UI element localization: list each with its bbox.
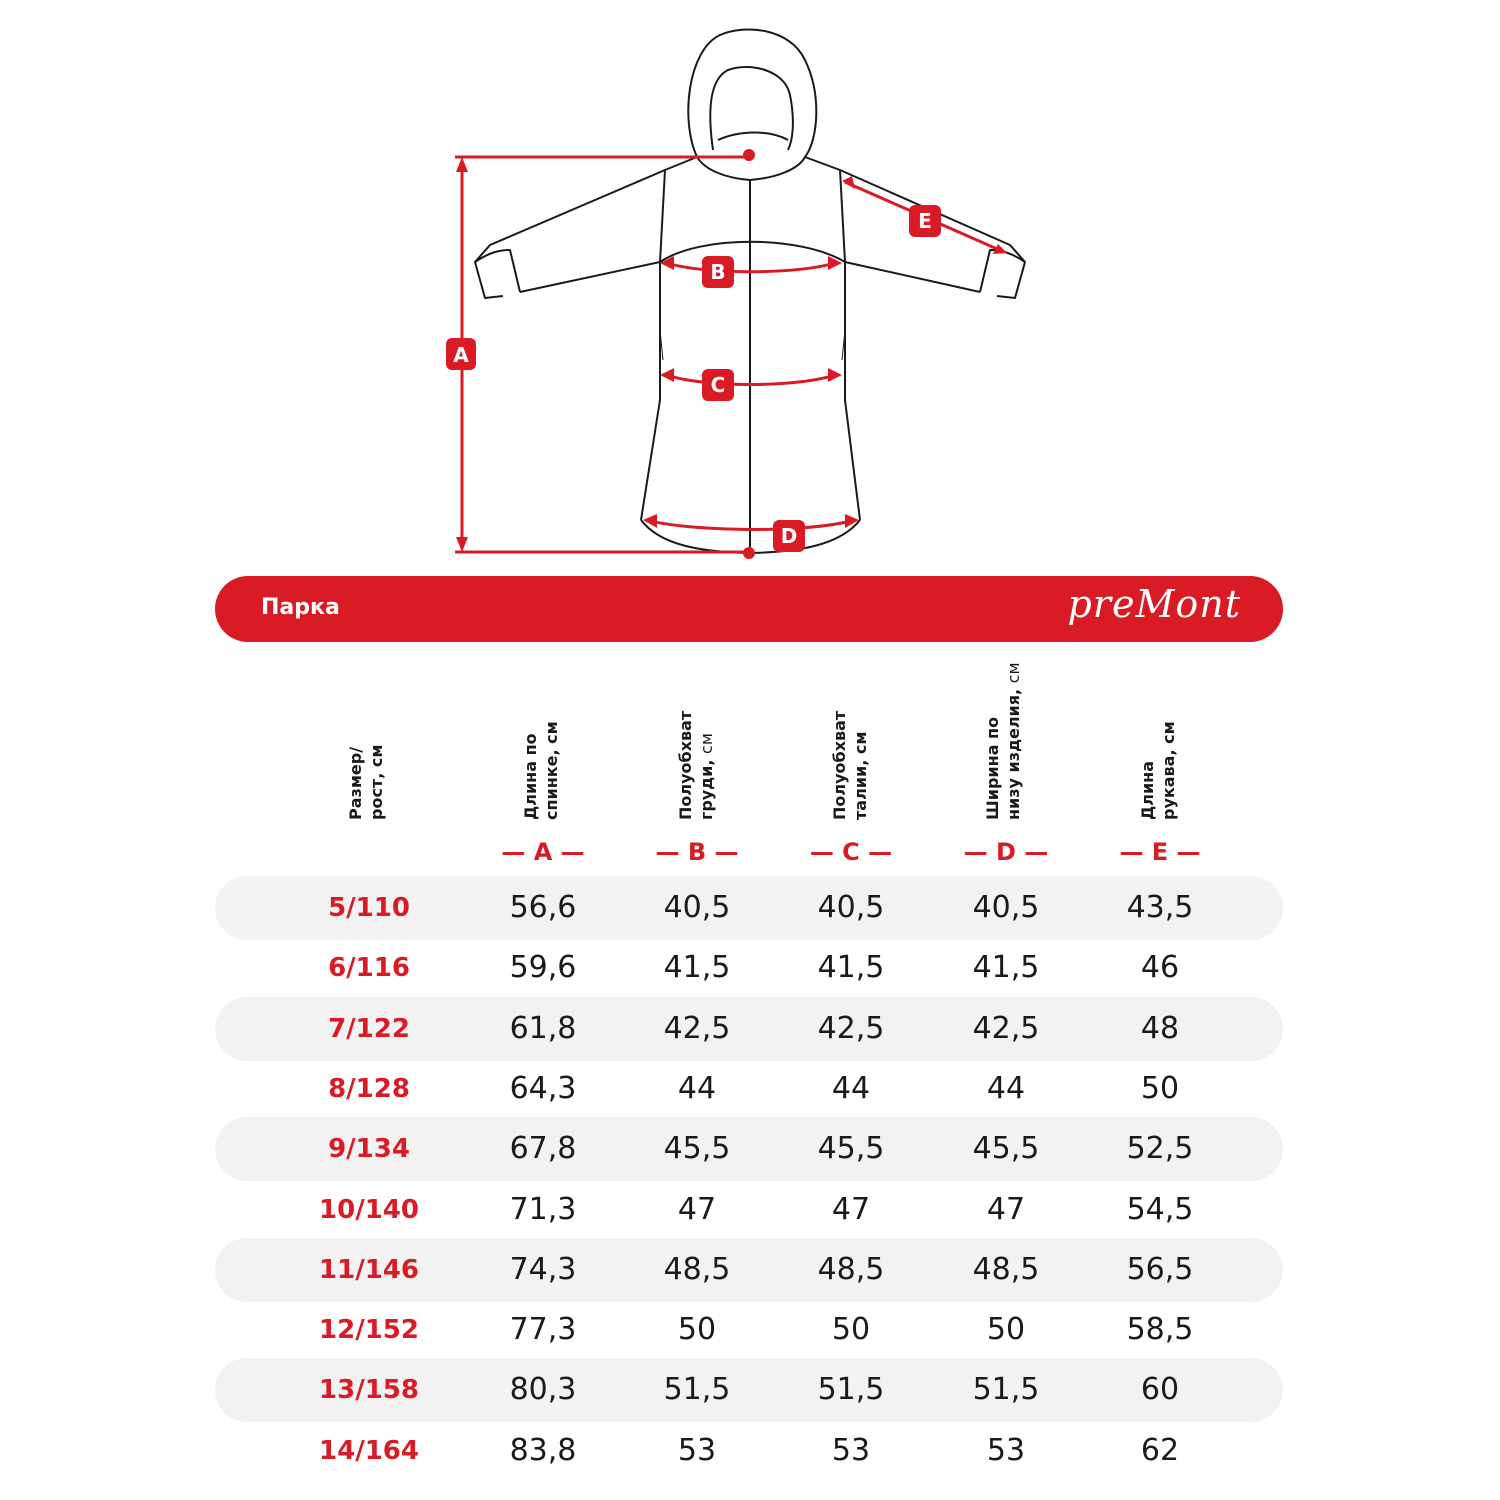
- table-row: [215, 1298, 1283, 1362]
- unit-suffix: см: [697, 733, 716, 754]
- marker-a: [446, 338, 476, 370]
- value-cell: 62: [1140, 1433, 1180, 1468]
- size-cell: 5/110: [328, 893, 410, 923]
- value-cell: 77,3: [509, 1312, 577, 1347]
- value-cell: 59,6: [509, 950, 577, 985]
- column-header-line: Ширина по: [983, 716, 1002, 820]
- marker-b: [702, 256, 734, 288]
- unit-suffix: см: [1004, 662, 1023, 684]
- value-cell: 41,5: [817, 950, 885, 985]
- table-row: [215, 1238, 1283, 1302]
- value-cell: 53: [831, 1433, 871, 1468]
- value-cell: 51,5: [663, 1372, 731, 1407]
- value-cell: 64,3: [509, 1071, 577, 1106]
- column-header-d: [982, 650, 1042, 820]
- value-cell: 61,8: [509, 1011, 577, 1046]
- column-header-line: Полуобхват: [676, 710, 695, 820]
- column-letter: — A —: [501, 838, 585, 866]
- size-cell: 12/152: [319, 1315, 419, 1345]
- table-row: [215, 1358, 1283, 1422]
- size-cell: 10/140: [319, 1195, 419, 1225]
- column-header-line: рост, см: [367, 744, 386, 820]
- value-cell: 50: [677, 1312, 717, 1347]
- value-cell: 42,5: [663, 1011, 731, 1046]
- value-cell: 42,5: [972, 1011, 1040, 1046]
- marker-d: [773, 520, 805, 552]
- table-row: [215, 1117, 1283, 1181]
- size-cell: 8/128: [328, 1074, 410, 1104]
- marker-c: [702, 369, 734, 401]
- table-row: [215, 1178, 1283, 1242]
- column-letter: — D —: [963, 838, 1049, 866]
- value-cell: 74,3: [509, 1252, 577, 1287]
- svg-text:E: E: [918, 209, 932, 233]
- value-cell: 44: [677, 1071, 717, 1106]
- column-letter: — C —: [809, 838, 893, 866]
- value-cell: 45,5: [663, 1131, 731, 1166]
- column-header-line: талии, см: [851, 731, 870, 820]
- column-header-line: Полуобхват: [830, 710, 849, 820]
- value-cell: 53: [677, 1433, 717, 1468]
- table-row: [215, 1057, 1283, 1121]
- value-cell: 40,5: [817, 890, 885, 925]
- value-cell: 50: [831, 1312, 871, 1347]
- value-cell: 41,5: [972, 950, 1040, 985]
- column-header-line: Размер/: [346, 746, 365, 820]
- column-header-line: Длина по: [521, 733, 540, 820]
- table-row: [215, 1419, 1283, 1483]
- value-cell: 44: [986, 1071, 1026, 1106]
- value-cell: 40,5: [972, 890, 1040, 925]
- value-cell: 47: [831, 1192, 871, 1227]
- column-header-e: [1137, 650, 1197, 820]
- svg-text:B: B: [710, 260, 726, 284]
- column-header-c: [829, 650, 889, 820]
- value-cell: 41,5: [663, 950, 731, 985]
- brand-logo: preMont: [1067, 582, 1241, 626]
- column-letter: — E —: [1119, 838, 1201, 866]
- svg-text:A: A: [453, 343, 469, 367]
- value-cell: 71,3: [509, 1192, 577, 1227]
- value-cell: 42,5: [817, 1011, 885, 1046]
- value-cell: 51,5: [817, 1372, 885, 1407]
- value-cell: 51,5: [972, 1372, 1040, 1407]
- value-cell: 67,8: [509, 1131, 577, 1166]
- column-header-line: спинке, см: [542, 721, 561, 820]
- column-letter: — B —: [655, 838, 739, 866]
- size-cell: 6/116: [328, 953, 410, 983]
- column-header-size: [345, 650, 405, 820]
- value-cell: 40,5: [663, 890, 731, 925]
- value-cell: 52,5: [1126, 1131, 1194, 1166]
- value-cell: 45,5: [817, 1131, 885, 1166]
- value-cell: 50: [986, 1312, 1026, 1347]
- table-row: [215, 936, 1283, 1000]
- value-cell: 48,5: [972, 1252, 1040, 1287]
- value-cell: 45,5: [972, 1131, 1040, 1166]
- value-cell: 50: [1140, 1071, 1180, 1106]
- column-header-a: [520, 650, 580, 820]
- value-cell: 80,3: [509, 1372, 577, 1407]
- parka-measurement-diagram: [0, 0, 1500, 580]
- size-cell: 7/122: [328, 1014, 410, 1044]
- table-row: [215, 997, 1283, 1061]
- value-cell: 83,8: [509, 1433, 577, 1468]
- column-header-line: низу изделия, см: [1004, 662, 1023, 820]
- value-cell: 43,5: [1126, 890, 1194, 925]
- value-cell: 56,6: [509, 890, 577, 925]
- table-row: [215, 876, 1283, 940]
- column-header-line: рукава, см: [1159, 721, 1178, 820]
- size-cell: 13/158: [319, 1375, 419, 1405]
- size-cell: 14/164: [319, 1436, 419, 1466]
- svg-text:C: C: [710, 373, 726, 397]
- size-cell: 11/146: [319, 1255, 419, 1285]
- value-cell: 60: [1140, 1372, 1180, 1407]
- value-cell: 48,5: [663, 1252, 731, 1287]
- title-banner: [215, 576, 1283, 642]
- column-header-b: [675, 650, 735, 820]
- value-cell: 47: [986, 1192, 1026, 1227]
- banner-title: Парка: [261, 595, 340, 620]
- marker-e: [909, 205, 941, 237]
- value-cell: 54,5: [1126, 1192, 1194, 1227]
- size-cell: 9/134: [328, 1134, 410, 1164]
- svg-text:D: D: [780, 524, 798, 548]
- value-cell: 58,5: [1126, 1312, 1194, 1347]
- value-cell: 53: [986, 1433, 1026, 1468]
- value-cell: 56,5: [1126, 1252, 1194, 1287]
- value-cell: 44: [831, 1071, 871, 1106]
- value-cell: 48: [1140, 1011, 1180, 1046]
- value-cell: 47: [677, 1192, 717, 1227]
- value-cell: 46: [1140, 950, 1180, 985]
- value-cell: 48,5: [817, 1252, 885, 1287]
- column-header-line: груди, см: [697, 733, 716, 820]
- column-header-line: Длина: [1138, 760, 1157, 820]
